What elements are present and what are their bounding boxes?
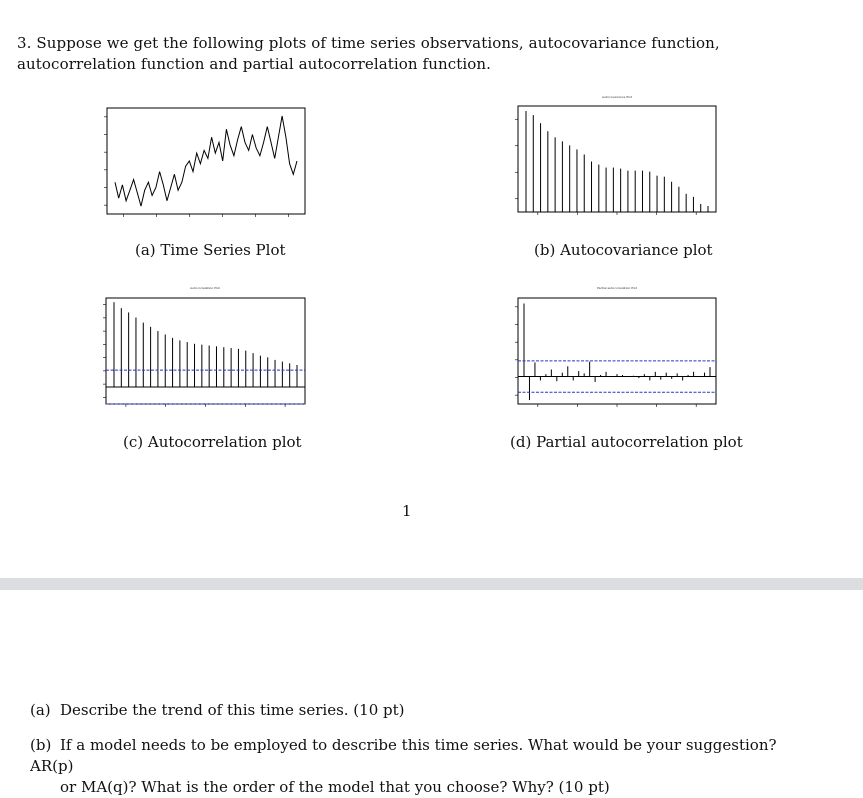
caption-a: (a) Time Series Plot xyxy=(135,241,286,259)
subquestion-b-label: (b) xyxy=(30,736,52,754)
plot-frame xyxy=(107,108,305,214)
series-line xyxy=(115,116,297,206)
plot-title-b: Autocovariance Plot xyxy=(602,95,632,99)
previous-line-fragment xyxy=(0,0,863,6)
question-text: Suppose we get the following plots of time series observations, autocovariance function, autocorrelation function and partial autocorrelation function. xyxy=(17,34,720,73)
caption-d: (d) Partial autocorrelation plot xyxy=(510,433,743,451)
caption-c: (c) Autocorrelation plot xyxy=(123,433,302,451)
subquestion-b-text-line2: or MA(q)? What is the order of the model that you choose? Why? (10 pt) xyxy=(60,778,610,796)
time-series-plot xyxy=(98,106,308,230)
page-number: 1 xyxy=(402,502,412,520)
autocorrelation-plot xyxy=(90,286,320,421)
autocovariance-plot xyxy=(502,95,732,230)
subquestion-a-text: Describe the trend of this time series. (10 pt) xyxy=(60,701,405,719)
subquestion-a-label: (a) xyxy=(30,701,51,719)
subquestion-a xyxy=(30,700,820,721)
plot-frame xyxy=(518,298,716,404)
plot-title-c: Autocorrelation Plot xyxy=(190,286,220,290)
question-number: 3. xyxy=(17,34,32,52)
figure-a xyxy=(98,106,308,230)
plot-title-d: Partial autocorrelation Plot xyxy=(597,286,637,290)
page-separator xyxy=(0,578,863,590)
caption-b: (b) Autocovariance plot xyxy=(534,241,713,259)
subquestion-b-text-line1: If a model needs to be employed to describe this time series. What would be your suggestion? AR(p) xyxy=(30,736,777,775)
question-3 xyxy=(17,33,817,75)
partial-autocorrelation-plot xyxy=(502,286,732,421)
figure-d xyxy=(502,286,732,421)
figure-c xyxy=(90,286,320,421)
subquestion-b xyxy=(30,735,820,798)
figure-b xyxy=(502,95,732,230)
